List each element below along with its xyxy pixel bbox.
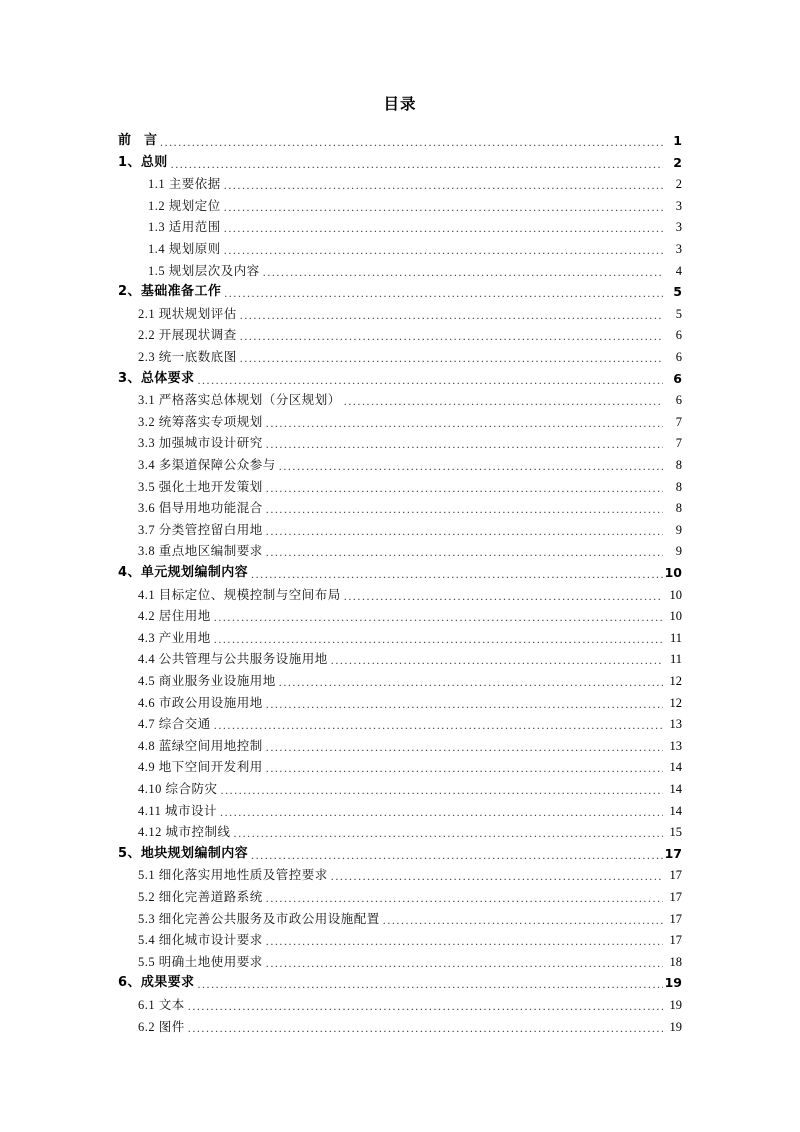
toc-entry[interactable] [0, 283, 800, 301]
toc-entry[interactable] [0, 456, 800, 474]
toc-entry[interactable] [0, 326, 800, 344]
toc-entry-label: 前 言 [118, 133, 158, 148]
toc-entry[interactable] [0, 823, 800, 841]
toc-entry[interactable] [0, 737, 800, 755]
toc-entry[interactable] [0, 348, 800, 366]
toc-page-number: 11 [669, 652, 682, 667]
toc-page-number: 13 [669, 738, 682, 753]
toc-page-number: 19 [669, 1019, 682, 1034]
toc-entry[interactable] [0, 197, 800, 215]
toc-entry[interactable] [0, 240, 800, 258]
dot-leader [188, 1000, 663, 1014]
dot-leader [197, 374, 663, 388]
toc-entry-label: 1.5 规划层次及内容 [148, 263, 260, 278]
toc-entry[interactable] [0, 305, 800, 323]
toc-entry[interactable] [0, 758, 800, 776]
toc-entry-label: 1.1 主要依据 [148, 177, 221, 192]
toc-page-number: 8 [675, 458, 682, 472]
toc-entry-label: 3.2 统筹落实专项规划 [138, 414, 263, 429]
dot-leader [251, 568, 663, 582]
toc-page-number: 10 [669, 609, 682, 624]
toc-entry[interactable] [0, 802, 800, 820]
toc-entry-label: 6、成果要求 [118, 975, 195, 991]
toc-entry-label: 1.2 规划定位 [148, 198, 221, 213]
toc-page-number: 14 [669, 760, 682, 775]
toc-entry[interactable] [0, 650, 800, 668]
toc-page-number: 17 [669, 933, 682, 948]
dot-leader [266, 698, 663, 712]
dot-leader [279, 460, 663, 474]
toc-entry[interactable] [0, 996, 800, 1014]
toc-entry-label: 3.1 严格落实总体规划（分区规划） [138, 393, 341, 408]
page-title: 目录 [383, 95, 417, 113]
toc-entry[interactable] [0, 866, 800, 884]
toc-entry-label: 4.4 公共管理与公共服务设施用地 [138, 652, 328, 667]
toc-page-number: 7 [675, 414, 682, 429]
toc-page-number: 11 [669, 630, 682, 645]
toc-entry-label: 3.3 加强城市设计研究 [138, 436, 263, 451]
dot-leader [171, 158, 663, 172]
dot-leader [266, 525, 663, 539]
toc-entry[interactable] [0, 175, 800, 193]
toc-entry-label: 5.4 细化城市设计要求 [138, 933, 263, 948]
toc-page-number: 14 [669, 782, 682, 796]
toc-entry-label: 2.3 统一底数底图 [138, 350, 237, 364]
toc-page-number: 18 [669, 954, 682, 969]
dot-leader [224, 201, 663, 215]
toc-entry[interactable] [0, 888, 800, 906]
toc-page-number: 6 [675, 350, 682, 364]
dot-leader [279, 676, 663, 690]
toc-entry-label: 3.4 多渠道保障公众参与 [138, 458, 276, 472]
dot-leader [266, 957, 663, 971]
dot-leader [240, 330, 663, 344]
dot-leader [221, 784, 663, 798]
toc-entry[interactable] [0, 521, 800, 539]
dot-leader [240, 309, 663, 323]
toc-entry-label: 4.12 城市控制线 [138, 825, 231, 840]
toc-page-number: 9 [675, 544, 682, 559]
toc-page-number: 5 [675, 306, 682, 321]
toc-entry-label: 1、总则 [118, 154, 168, 170]
toc-entry[interactable] [0, 931, 800, 949]
dot-leader [266, 417, 663, 431]
dot-leader [214, 611, 663, 625]
toc-page-number: 19 [664, 975, 682, 991]
toc-entry[interactable] [0, 1018, 800, 1036]
toc-page-number: 17 [669, 890, 682, 904]
toc-page-number: 10 [669, 587, 682, 602]
toc-entry-label: 4.11 城市设计 [138, 803, 218, 818]
toc-entry-label: 3、总体要求 [118, 370, 195, 386]
toc-entry-label: 5.5 明确土地使用要求 [138, 954, 263, 969]
dot-leader [266, 438, 663, 452]
dot-leader [266, 482, 663, 496]
dot-leader [214, 633, 663, 647]
toc-entry[interactable] [0, 607, 800, 625]
toc-page-number: 2 [673, 154, 682, 170]
toc-entry-label: 3.5 强化土地开发策划 [138, 479, 263, 494]
toc-entry-label: 4、单元规划编制内容 [118, 565, 249, 580]
toc-entry[interactable] [0, 974, 800, 992]
toc-entry-label: 3.7 分类管控留白用地 [138, 522, 263, 537]
toc-entry-label: 1.4 规划原则 [148, 242, 221, 256]
toc-entry-label: 4.7 综合交通 [138, 717, 211, 732]
dot-leader [188, 1022, 663, 1036]
toc-page-number: 17 [669, 911, 682, 926]
toc-entry-label: 6.2 图件 [138, 1019, 185, 1034]
toc-page-number: 6 [675, 393, 682, 408]
toc-entry-label: 4.3 产业用地 [138, 630, 211, 645]
toc-entry-label: 4.10 综合防灾 [138, 782, 218, 796]
toc-entry[interactable] [0, 262, 800, 280]
dot-leader [224, 222, 663, 236]
toc-entry[interactable] [0, 413, 800, 431]
toc-entry[interactable] [0, 672, 800, 690]
toc-entry-label: 5.1 细化落实用地性质及管控要求 [138, 868, 328, 883]
dot-leader [224, 179, 663, 193]
dot-leader [240, 352, 663, 366]
toc-page-number: 14 [669, 803, 682, 818]
toc-page-number: 7 [675, 436, 682, 451]
toc-entry-label: 5.3 细化完善公共服务及市政公用设施配置 [138, 911, 380, 926]
dot-leader [160, 136, 663, 150]
toc-entry-label: 2.2 开展现状调查 [138, 328, 237, 343]
dot-leader [383, 914, 663, 928]
toc-entry-label: 5、地块规划编制内容 [118, 845, 249, 861]
toc-entry-label: 3.6 倡导用地功能混合 [138, 501, 263, 516]
toc-entry[interactable] [0, 629, 800, 647]
toc-page-number: 2 [675, 177, 682, 192]
dot-leader [266, 762, 663, 776]
dot-leader [263, 266, 663, 280]
toc-entry[interactable] [0, 370, 800, 388]
dot-leader [251, 849, 663, 863]
toc-page-number: 10 [664, 565, 682, 580]
toc-entry-label: 4.6 市政公用设施用地 [138, 695, 263, 710]
toc-page-number: 15 [669, 825, 682, 840]
toc-page-number: 1 [673, 133, 682, 148]
dot-leader [266, 546, 663, 560]
toc-entry-label: 1.3 适用范围 [148, 220, 221, 235]
dot-leader [197, 978, 662, 992]
toc-page-number: 19 [669, 998, 682, 1012]
toc-entry[interactable] [0, 391, 800, 409]
dot-leader [266, 503, 663, 517]
dot-leader [331, 870, 663, 884]
toc-entry[interactable] [0, 694, 800, 712]
toc-page-number: 4 [675, 263, 682, 278]
toc-page-number: 3 [675, 242, 682, 256]
toc-page-number: 3 [675, 198, 682, 213]
toc-entry[interactable] [0, 910, 800, 928]
toc-entry-label: 4.8 蓝绿空间用地控制 [138, 738, 263, 753]
dot-leader [220, 806, 663, 820]
toc-entry-label: 4.2 居住用地 [138, 609, 211, 624]
toc-page-number: 6 [673, 370, 682, 386]
toc-entry-label: 2、基础准备工作 [118, 284, 222, 300]
dot-leader [266, 741, 663, 755]
toc-page-number: 17 [669, 868, 682, 883]
toc-page-number: 12 [669, 674, 682, 688]
dot-leader [344, 590, 663, 604]
toc-entry[interactable] [0, 434, 800, 452]
toc-entry-label: 4.5 商业服务业设施用地 [138, 674, 276, 688]
toc-entry[interactable] [0, 780, 800, 798]
toc-page-number: 12 [669, 695, 682, 710]
toc-entry[interactable] [0, 218, 800, 236]
toc-entry-label: 2.1 现状规划评估 [138, 306, 237, 321]
toc-entry[interactable] [0, 845, 800, 863]
toc-entry[interactable] [0, 132, 800, 150]
toc-entry[interactable] [0, 586, 800, 604]
dot-leader [234, 827, 663, 841]
toc-page-number: 8 [675, 501, 682, 516]
toc-page-number: 6 [675, 328, 682, 343]
dot-leader [224, 244, 663, 258]
toc-entry[interactable] [0, 478, 800, 496]
toc-entry-label: 4.1 目标定位、规模控制与空间布局 [138, 587, 341, 602]
toc-entry-label: 5.2 细化完善道路系统 [138, 890, 263, 904]
toc-entry-label: 3.8 重点地区编制要求 [138, 544, 263, 559]
dot-leader [344, 395, 663, 409]
toc-entry[interactable] [0, 542, 800, 560]
toc-page-number: 8 [675, 479, 682, 494]
toc-page-number: 3 [675, 220, 682, 235]
toc-entry-label: 6.1 文本 [138, 998, 185, 1012]
toc-page-number: 17 [664, 845, 682, 861]
dot-leader [331, 654, 663, 668]
toc-page-number: 5 [673, 284, 682, 300]
toc-entry[interactable] [0, 154, 800, 172]
dot-leader [266, 935, 663, 949]
toc-entry[interactable] [0, 953, 800, 971]
toc-entry-label: 4.9 地下空间开发利用 [138, 760, 263, 775]
toc-entry[interactable] [0, 564, 800, 582]
toc-page-number: 9 [675, 522, 682, 537]
toc-entry[interactable] [0, 499, 800, 517]
toc-entry[interactable] [0, 715, 800, 733]
dot-leader [224, 287, 663, 301]
dot-leader [266, 892, 663, 906]
dot-leader [214, 719, 663, 733]
toc-page-number: 13 [669, 717, 682, 732]
